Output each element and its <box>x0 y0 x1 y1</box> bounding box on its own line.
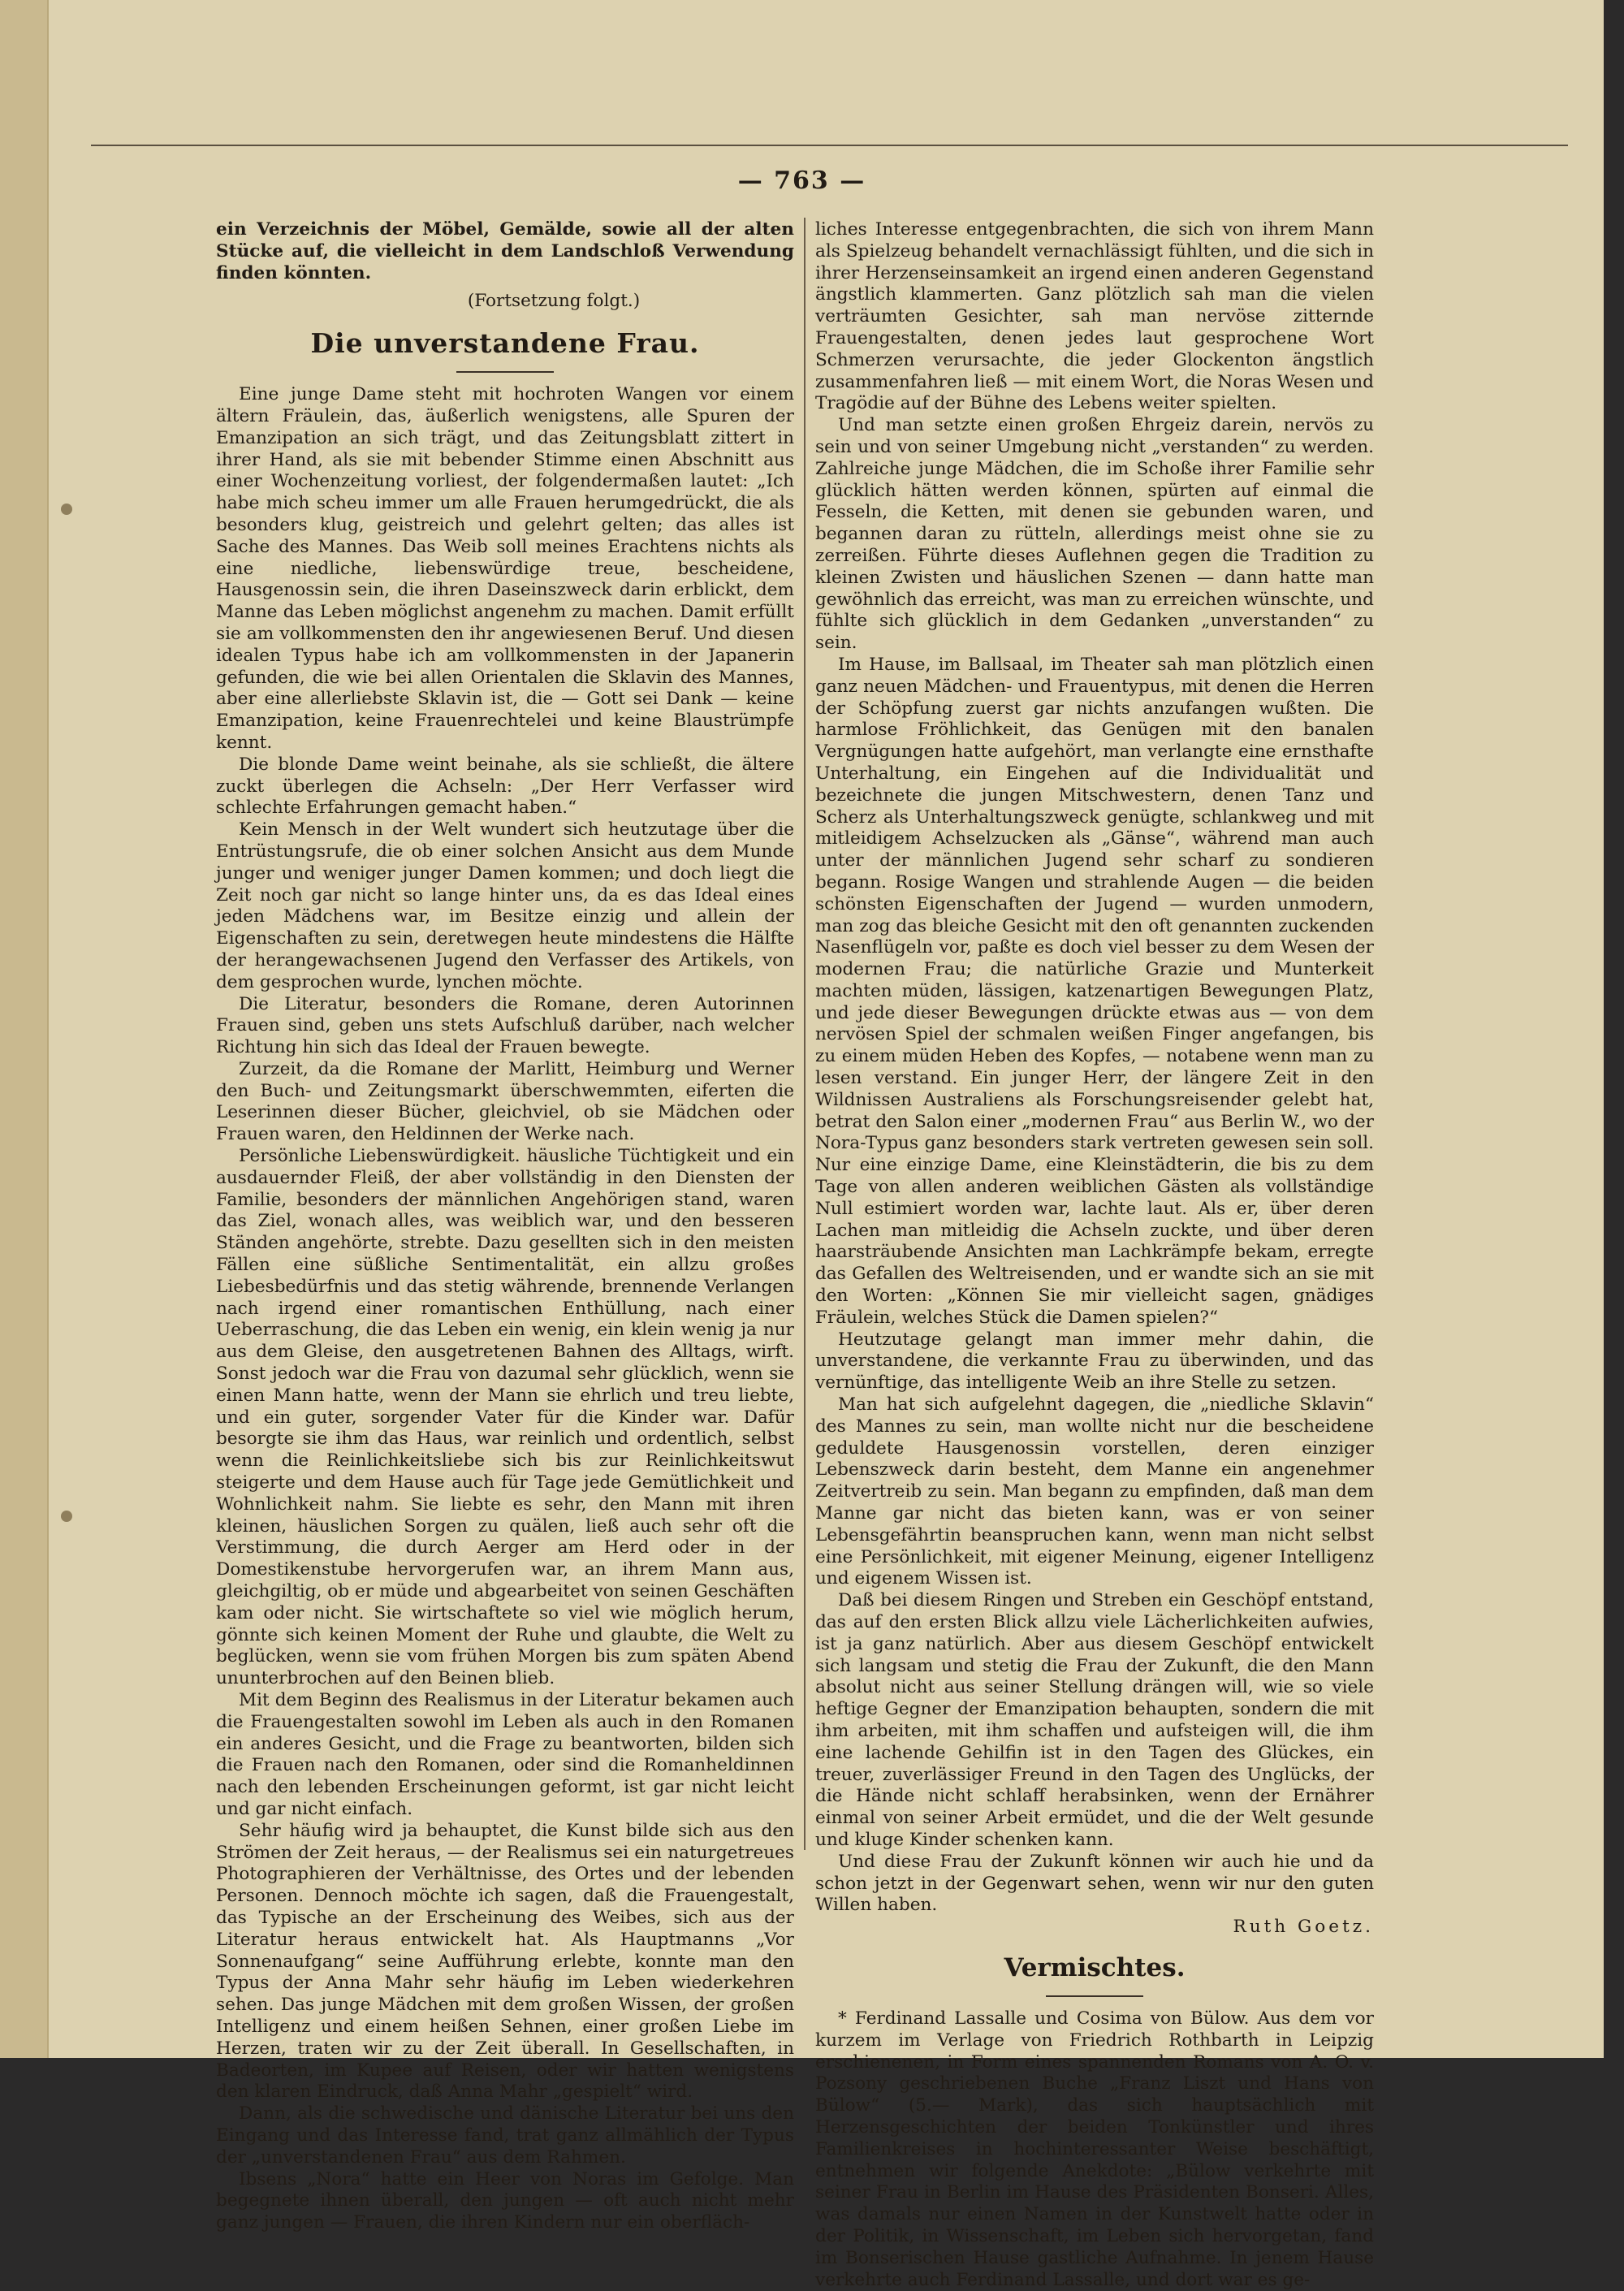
article-paragraph: Man hat sich aufgelehnt dagegen, die „niedliche Sklavin“ des Mannes zu sein, man wollte nicht nur die bescheidene geduldete Hausgenossin vorstellen, deren einziger Lebenszweck darin besteht, dem Manne ein angenehmer Zeitvertreib zu sein. Man begann zu empfinden, daß man dem Manne gar nicht das bieten kann, was er von seiner Lebensgefährtin beanspruchen kann, wenn man nicht selbst eine Persönlichkeit, mit eigener Meinung, eigener Intelligenz und eigenem Wissen ist. <box>815 1394 1374 1589</box>
serial-continuation: ein Verzeichnis der Möbel, Gemälde, sowie all der alten Stücke auf, die vielleicht in dem Landschloß Verwendung finden könnten. <box>216 219 794 283</box>
title-rule <box>1046 1995 1143 1997</box>
article-paragraph: Die Literatur, besonders die Romane, deren Autorinnen Frauen sind, geben uns stets Aufschluß darüber, nach welcher Richtung hin sich das Ideal der Frauen bewegte. <box>216 993 794 1058</box>
article-paragraph: Die blonde Dame weint beinahe, als sie schließt, die ältere zuckt überlegen die Achseln: „Der Herr Verfasser wird schlechte Erfahrungen gemacht haben.“ <box>216 754 794 819</box>
to-be-continued-note: (Fortsetzung folgt.) <box>467 291 641 312</box>
article-paragraph: Und man setzte einen großen Ehrgeiz darein, nervös zu sein und von seiner Umgebung nicht „verstanden“ zu werden. Zahlreiche junge Mädchen, die im Schoße ihrer Familie sehr glücklich hätten werden können, spürten auf einmal die Fesseln, die Ketten, mit denen sie gebunden waren, und begannen daran zu rütteln, allerdings meist ohne sie zu zerreißen. Führte dieses Auflehnen gegen die Tradition zu kleinen Zwisten und häuslichen Szenen — dann hatte man gewöhnlich das erreicht, was man zu erreichen wünschte, und fühlte sich glücklich in dem Gedanken „unverstanden“ zu sein. <box>815 415 1374 654</box>
article-paragraph: Zurzeit, da die Romane der Marlitt, Heimburg und Werner den Buch- und Zeitungsmarkt überschwemmten, eiferten die Leserinnen dieser Bücher, gleichviel, ob sie Mädchen oder Frauen waren, den Heldinnen der Werke nach. <box>216 1058 794 1145</box>
column-divider <box>804 218 806 1850</box>
article-paragraph: Dann, als die schwedische und dänische Literatur bei uns den Eingang und das Interesse fand, trat ganz allmählich der Typus der „unverstandenen Frau“ aus dem Rahmen. <box>216 2103 794 2168</box>
article-paragraph: Und diese Frau der Zukunft können wir auch hie und da schon jetzt in der Gegenwart sehen, wenn wir nur den guten Willen haben. <box>815 1851 1374 1916</box>
left-column <box>216 219 794 2234</box>
binding-edge <box>0 0 49 2058</box>
article-paragraph: Mit dem Beginn des Realismus in der Literatur bekamen auch die Frauengestalten sowohl im Leben als auch in den Romanen ein anderes Gesicht, und die Frage zu beantworten, bilden sich die Frauen nach den Romanen, oder sind die Romanheldinnen nach den lebenden Erscheinungen geformt, ist gar nicht leicht und gar nicht einfach. <box>216 1690 794 1819</box>
article-paragraph: Eine junge Dame steht mit hochroten Wangen vor einem ältern Fräulein, das, äußerlich wenigstens, alle Spuren der Emanzipation an sich trägt, und das Zeitungsblatt zittert in ihrer Hand, als sie mit bebender Stimme einen Abschnitt aus einer Wochenzeitung vorliest, der folgendermaßen lautet: „Ich habe mich scheu immer um alle Frauen herumgedrückt, die als besonders klug, geistreich und gelehrt gelten; das alles ist Sache des Mannes. Das Weib soll meines Erachtens nichts als eine niedliche, liebenswürdige treue, bescheidene, Hausgenossin sein, die ihren Daseinszweck darin erblickt, dem Manne das Leben möglichst angenehm zu machen. Damit erfüllt sie am vollkommensten den ihr angewiesenen Beruf. Und diesen idealen Typus habe ich am vollkommensten in der Japanerin gefunden, die wie bei allen Orientalen die Sklavin des Mannes, aber eine allerliebste Sklavin ist, die — Gott sei Dank — keine Emanzipation, keine Frauenrechtelei und keine Blaustrümpfe kennt. <box>216 384 794 753</box>
article-paragraph: liches Interesse entgegenbrachten, die sich von ihrem Mann als Spielzeug behandelt vernachlässigt fühlten, und die sich in ihrer Herzenseinsamkeit an irgend einen anderen Gegenstand ängstlich klammerten. Ganz plötzlich sah man die vielen verträumten Gesichter, sah man nervöse zitternde Frauengestalten, denen jedes laut gesprochene Wort Schmerzen verursachte, die jeder Glockenton ängstlich zusammenfahren ließ — mit einem Wort, die Noras Wesen und Tragödie auf der Bühne des Lebens weiter spielten. <box>815 219 1374 414</box>
binding-hole <box>61 504 72 515</box>
title-rule <box>456 371 554 373</box>
article-paragraph: Heutzutage gelangt man immer mehr dahin, die unverstandene, die verkannte Frau zu überwinden, und das vernünftige, das intelligente Weib an ihre Stelle zu setzen. <box>815 1329 1374 1394</box>
article-paragraph: Im Hause, im Ballsaal, im Theater sah man plötzlich einen ganz neuen Mädchen- und Frauentypus, mit denen die Herren der Schöpfung zuerst gar nichts anzufangen wußten. Die harmlose Fröhlichkeit, das Genügen mit den banalen Vergnügungen hatte aufgehört, man verlangte eine ernsthafte Unterhaltung, ein Eingehen auf die Individualität und bezeichnete die jungen Mitschwestern, denen Tanz und Scherz als Unterhaltungszweck genügte, schlankweg und mit mitleidigem Achselzucken als „Gänse“, während man auch unter der männlichen Jugend sehr scharf zu sondieren begann. Rosige Wangen und strahlende Augen — die beiden schönsten Eigenschaften der Jugend — wurden unmodern, man zog das bleiche Gesicht mit den oft genannten zuckenden Nasenflügeln vor, paßte es doch viel besser zu dem Wesen der modernen Frau; die natürliche Grazie und Munterkeit machten müden, lässigen, katzenartigen Bewegungen Platz, und jede dieser Bewegungen drückte etwas aus — von dem nervösen Spiel der schmalen weißen Finger angefangen, bis zu einem müden Heben des Kopfes, — notabene wenn man zu lesen verstand. Ein junger Herr, der längere Zeit in den Wildnissen Australiens als Forschungsreisender gelebt hat, betrat den Salon einer „modernen Frau“ aus Berlin W., wo der Nora-Typus ganz besonders stark vertreten gewesen sein soll. Nur eine einzige Dame, eine Kleinstädterin, die bis zu dem Tage von allen anderen weiblichen Gästen als vollständige Null estimiert worden war, lachte laut. Als er, über deren Lachen man mitleidig die Achseln zuckte, und über deren haarsträubende Ansichten man Lachkrämpfe bekam, erregte das Gefallen des Weltreisenden, und er wandte sich an sie mit den Worten: „Können Sie mir vielleicht sagen, gnädiges Fräulein, welches Stück die Damen spielen?“ <box>815 654 1374 1328</box>
right-column <box>815 219 1374 2291</box>
section-title: Vermischtes. <box>1004 1952 1186 1982</box>
binding-hole <box>61 1511 72 1522</box>
misc-paragraph: * Ferdinand Lassalle und Cosima von Bülow. Aus dem vor kurzem im Verlage von Friedrich Rothbarth in Leipzig erschienenen, in Form eines spannenden Romans von A. O. v. Pozsony geschriebenen Buche „Franz Liszt und Hans von Bülow“ (5.— Mark), das sich hauptsächlich mit Herzensgeschichten der beiden Tonkünstler und ihres Familienkreises in hochinteressanter Weise beschäftigt, entnehmen wir folgende Anekdote: „Bülow verkehrte mit seiner Frau in Berlin im Hause des Präsidenten Bonseri. Alles, was damals nur einen Namen in der Kunstwelt hatte oder in der Politik, in Wissenschaft, im Leben sich hervorgetan, fand im Bonserischen Hause gastliche Aufnahme. In jenem Hause verkehrte auch Ferdinand Lassalle, und dort war es ge- <box>815 2008 1374 2290</box>
page-number: — 763 — <box>737 166 866 195</box>
article-title: Die unverstandene Frau. <box>310 327 700 360</box>
header-rule <box>91 145 1568 146</box>
article-paragraph: Daß bei diesem Ringen und Streben ein Geschöpf entstand, das auf den ersten Blick allzu viele Lächerlichkeiten aufwies, ist ja ganz natürlich. Aber aus diesem Geschöpf entwickelt sich langsam und stetig die Frau der Zukunft, die den Mann absolut nicht aus seiner Stellung drängen will, wie so viele heftige Gegner der Emanzipation behaupten, sondern die mit ihm arbeiten, mit ihm schaffen und aufsteigen will, die ihm eine lachende Gehilfin ist in den Tagen des Glückes, ein treuer, zuverlässiger Freund in den Tagen des Unglücks, der die Hände nicht schlaff herabsinken, wenn der Ernährer einmal von seiner Arbeit ermüdet, und die der Welt gesunde und kluge Kinder schenken kann. <box>815 1590 1374 1850</box>
article-paragraph: Kein Mensch in der Welt wundert sich heutzutage über die Entrüstungsrufe, die ob einer solchen Ansicht aus dem Munde junger und weniger junger Damen kommen; und doch liegt die Zeit noch gar nicht so lange hinter uns, da es das Ideal eines jeden Mädchens war, im Besitze einzig und allein der Eigenschaften zu sein, deretwegen heute mindestens die Hälfte der herangewachsenen Jugend den Verfasser des Artikels, von dem gesprochen wurde, lynchen möchte. <box>216 819 794 992</box>
article-author: Ruth Goetz. <box>1233 1917 1374 1938</box>
article-paragraph: Persönliche Liebenswürdigkeit. häusliche Tüchtigkeit und ein ausdauernder Fleiß, der aber vollständig in den Diensten der Familie, besonders der männlichen Angehörigen stand, waren das Ziel, wonach alles, was weiblich war, und den besseren Ständen angehörte, strebte. Dazu gesellten sich in den meisten Fällen eine süßliche Sentimentalität, ein allzu großes Liebesbedürfnis und das stetig währende, brennende Verlangen nach irgend einer romantischen Enthüllung, nach einer Ueberraschung, die das Leben ein wenig, ein klein wenig ja nur aus dem Gleise, den ausgetretenen Bahnen des Alltags, wirft. Sonst jedoch war die Frau von dazumal sehr glücklich, wenn sie einen Mann hatte, wenn der Mann sie ehrlich und treu liebte, und ein guter, sorgender Vater für die Kinder war. Dafür besorgte sie ihm das Haus, war reinlich und ordentlich, selbst wenn die Reinlichkeitsliebe sich bis zur Reinlichkeitswut steigerte und dem Hause auch für Tage jede Gemütlichkeit und Wohnlichkeit nahm. Sie liebte es sehr, den Mann mit ihren kleinen, häuslichen Sorgen zu quälen, ließ auch sehr oft die Verstimmung, die durch Aerger am Herd oder in der Domestikenstube hervorgerufen war, an ihrem Mann aus, gleichgiltig, ob er müde und abgearbeitet von seinen Geschäften kam oder nicht. Sie wirtschaftete so viel wie möglich herum, gönnte sich keinen Moment der Ruhe und glaubte, die Welt zu beglücken, wenn sie vom frühen Morgen bis zum späten Abend ununterbrochen auf den Beinen blieb. <box>216 1146 794 1689</box>
article-paragraph: Sehr häufig wird ja behauptet, die Kunst bilde sich aus den Strömen der Zeit heraus, — der Realismus sei ein naturgetreues Photographieren der Verhältnisse, des Ortes und der lebenden Personen. Dennoch möchte ich sagen, daß die Frauengestalt, das Typische an der Erscheinung des Weibes, sich aus der Literatur heraus entwickelt hat. Als Hauptmanns „Vor Sonnenaufgang“ seine Aufführung erlebte, konnte man den Typus der Anna Mahr sehr häufig im Leben wiederkehren sehen. Das junge Mädchen mit dem großen Wissen, der großen Intelligenz und einem heißen Sehnen, einer großen Liebe im Herzen, traten wir zu der Zeit überall. In Gesellschaften, in Badeorten, im Kupee auf Reisen, oder wir hatten wenigstens den klaren Eindruck, daß Anna Mahr „gespielt“ wird. <box>216 1820 794 2103</box>
article-paragraph: Ibsens „Nora“ hatte ein Heer von Noras im Gefolge. Man begegnete ihnen überall, den jungen — oft auch nicht mehr ganz jungen — Frauen, die ihren Kindern nur ein oberfläch- <box>216 2168 794 2233</box>
